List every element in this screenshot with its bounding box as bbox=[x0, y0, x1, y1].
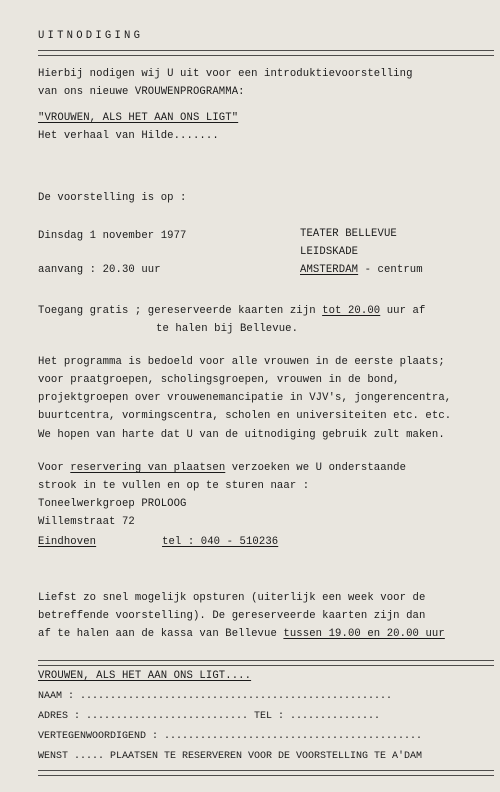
name-field[interactable]: NAAM : .................................................... bbox=[38, 691, 393, 702]
reservation-org: Toneelwerkgroep PROLOOG bbox=[38, 498, 187, 510]
program-line-3: projektgroepen over vrouwenemancipatie in VJV's, jongerencentra, bbox=[38, 392, 452, 404]
representative-field[interactable]: VERTEGENWOORDIGEND : ........................................... bbox=[38, 731, 423, 742]
reservation-highlight: reservering van plaatsen bbox=[70, 462, 226, 474]
admission-line-1 bbox=[38, 305, 425, 318]
reservation-street: Willemstraat 72 bbox=[38, 516, 135, 528]
show-title: "VROUWEN, ALS HET AAN ONS LIGT" bbox=[38, 112, 239, 124]
admission-text-end: uur af bbox=[380, 305, 426, 317]
reservation-phone: tel : 040 - 510236 bbox=[162, 536, 279, 548]
venue-city: AMSTERDAM bbox=[300, 264, 359, 276]
reservation-line-1 bbox=[38, 462, 406, 475]
admission-text: Toegang gratis ; gereserveerde kaarten zijn bbox=[38, 305, 323, 317]
invitation-title: UITNODIGING bbox=[38, 30, 144, 42]
reservation-suffix: verzoeken we U onderstaande bbox=[225, 462, 407, 474]
show-subtitle: Het verhaal van Hilde....... bbox=[38, 130, 219, 142]
send-line-3 bbox=[38, 628, 445, 641]
venue-city-line bbox=[300, 264, 423, 277]
send-line-1: Liefst zo snel mogelijk opsturen (uiterlijk een week voor de bbox=[38, 592, 426, 604]
form-divider-top bbox=[38, 660, 494, 666]
send-line-3-prefix: af te halen aan de kassa van Bellevue bbox=[38, 628, 284, 640]
pickup-time: tussen 19.00 en 20.00 uur bbox=[283, 628, 445, 640]
form-divider-bottom bbox=[38, 770, 494, 776]
reservation-line-2: strook in te vullen en op te sturen naar : bbox=[38, 480, 310, 492]
reservation-prefix: Voor bbox=[38, 462, 71, 474]
venue-city-suffix: - centrum bbox=[358, 264, 423, 276]
venue-street: LEIDSKADE bbox=[300, 246, 359, 258]
start-time: aanvang : 20.30 uur bbox=[38, 264, 161, 276]
intro-line-1: Hierbij nodigen wij U uit voor een introduktievoorstelling bbox=[38, 68, 413, 80]
admission-line-2: te halen bij Bellevue. bbox=[156, 323, 299, 335]
intro-line-2: van ons nieuwe VROUWENPROGRAMMA: bbox=[38, 86, 245, 98]
send-line-2: betreffende voorstelling). De gereserveerde kaarten zijn dan bbox=[38, 610, 426, 622]
performance-date: Dinsdag 1 november 1977 bbox=[38, 230, 187, 242]
form-title: VROUWEN, ALS HET AAN ONS LIGT.... bbox=[38, 670, 252, 682]
venue-name: TEATER BELLEVUE bbox=[300, 228, 397, 240]
reservation-city: Eindhoven bbox=[38, 536, 97, 548]
program-line-5: We hopen van harte dat U van de uitnodiging gebruik zult maken. bbox=[38, 429, 445, 441]
divider-top bbox=[38, 50, 494, 56]
program-line-4: buurtcentra, vormingscentra, scholen en universiteiten etc. etc. bbox=[38, 410, 452, 422]
address-field[interactable]: ADRES : ........................... TEL : ............... bbox=[38, 711, 381, 722]
program-line-2: voor praatgroepen, scholingsgroepen, vrouwen in de bond, bbox=[38, 374, 400, 386]
admission-time: tot 20.00 bbox=[322, 305, 381, 317]
performance-intro: De voorstelling is op : bbox=[38, 192, 187, 204]
program-line-1: Het programma is bedoeld voor alle vrouwen in de eerste plaats; bbox=[38, 356, 445, 368]
wish-field[interactable]: WENST ..... PLAATSEN TE RESERVEREN VOOR DE VOORSTELLING TE A'DAM bbox=[38, 751, 423, 762]
